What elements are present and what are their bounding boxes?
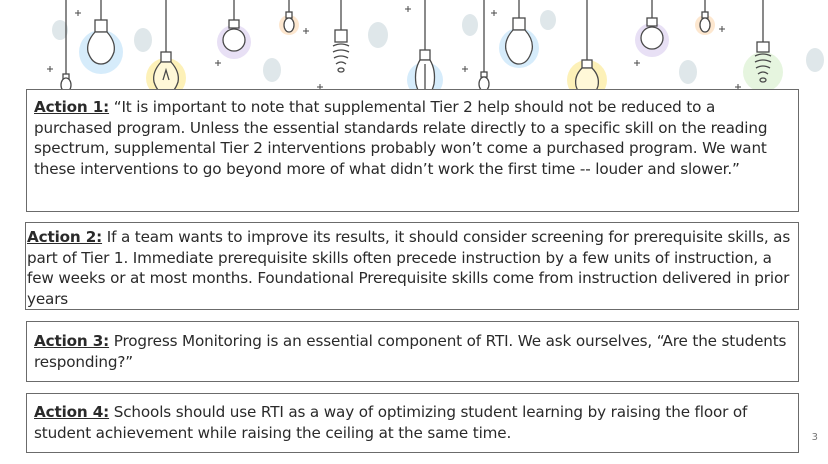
action-2-box bbox=[25, 222, 799, 310]
action-3-label: Action 3: bbox=[34, 332, 110, 350]
action-1-label: Action 1: bbox=[34, 98, 110, 116]
action-2-text: If a team wants to improve its results, it should consider screening for prerequisite skills, as part of Tier 1. Immediate prerequisite skills often precede instruction by a few units of instruction, a few weeks or at most months. Foundational Prerequisite skills come from instruction delivered in prior years bbox=[27, 228, 791, 308]
action-2-label: Action 2: bbox=[27, 228, 103, 246]
action-4-box bbox=[26, 393, 799, 453]
action-4-label: Action 4: bbox=[34, 403, 110, 421]
slide-number: 3 bbox=[811, 432, 818, 443]
action-4-text: Schools should use RTI as a way of optimizing student learning by raising the floor of student achievement while raising the ceiling at the same time. bbox=[34, 403, 748, 442]
action-1-text: “It is important to note that supplemental Tier 2 help should not be reduced to a purchased program. Unless the essential standards relate directly to a specific skill on the reading spectrum, supplemental Tier 2 interventions probably won’t come a purchased program. We want these interventions to go beyond more of what didn’t work the first time -- louder and slower.” bbox=[34, 98, 768, 178]
action-3-box bbox=[26, 321, 799, 382]
light-bulbs-banner bbox=[0, 0, 828, 100]
action-1-box bbox=[26, 89, 799, 212]
action-3-text: Progress Monitoring is an essential component of RTI. We ask ourselves, “Are the students responding?” bbox=[34, 332, 787, 371]
